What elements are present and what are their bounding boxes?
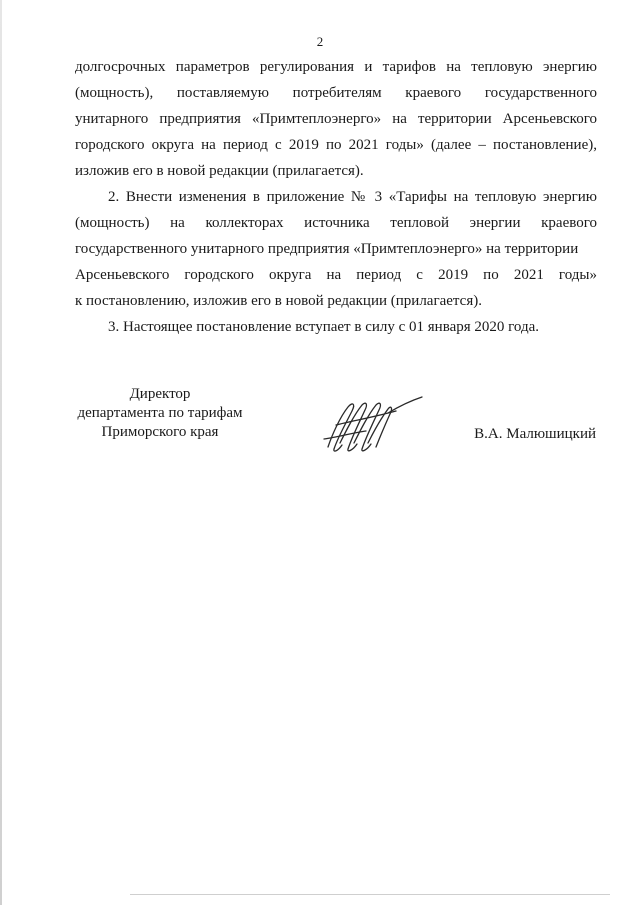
signatory-title-line-2: департамента по тарифам xyxy=(77,405,243,421)
document-body xyxy=(75,54,597,340)
paragraph2-line-2: (мощность) на коллекторах источника тепловой энергии краевого xyxy=(75,215,597,231)
paragraph2-line-4: Арсеньевского городского округа на период с 2019 по 2021 годы» xyxy=(75,267,597,283)
paragraph1-line-5: изложив его в новой редакции (прилагается). xyxy=(75,163,364,179)
paragraph1-line-3: унитарного предприятия «Примтеплоэнерго» на территории Арсеньевского xyxy=(75,111,597,127)
paragraph3-line-1: 3. Настоящее постановление вступает в силу с 01 января 2020 года. xyxy=(108,319,540,335)
signature-block xyxy=(0,385,640,465)
signatory-title-line-3: Приморского края xyxy=(101,424,219,440)
page-number: 2 xyxy=(316,34,324,49)
handwritten-signature xyxy=(318,395,428,457)
paragraph2-line-3: государственного унитарного предприятия «Примтеплоэнерго» на территории xyxy=(75,241,579,257)
signatory-title xyxy=(60,385,260,442)
scan-edge-bottom xyxy=(130,894,610,895)
paragraph2-line-5: к постановлению, изложив его в новой редакции (прилагается). xyxy=(75,293,482,309)
signatory-title-line-1: Директор xyxy=(129,386,191,402)
paragraph2-line-1: 2. Внести изменения в приложение № 3 «Тарифы на тепловую энергию xyxy=(108,189,597,205)
signatory-name: В.А. Малюшицкий xyxy=(474,426,596,442)
paragraph1-line-4: городского округа на период с 2019 по 2021 годы» (далее – постановление), xyxy=(75,137,597,153)
paragraph1-line-1: долгосрочных параметров регулирования и тарифов на тепловую энергию xyxy=(75,59,597,75)
paragraph1-line-2: (мощность), поставляемую потребителям краевого государственного xyxy=(75,85,597,101)
